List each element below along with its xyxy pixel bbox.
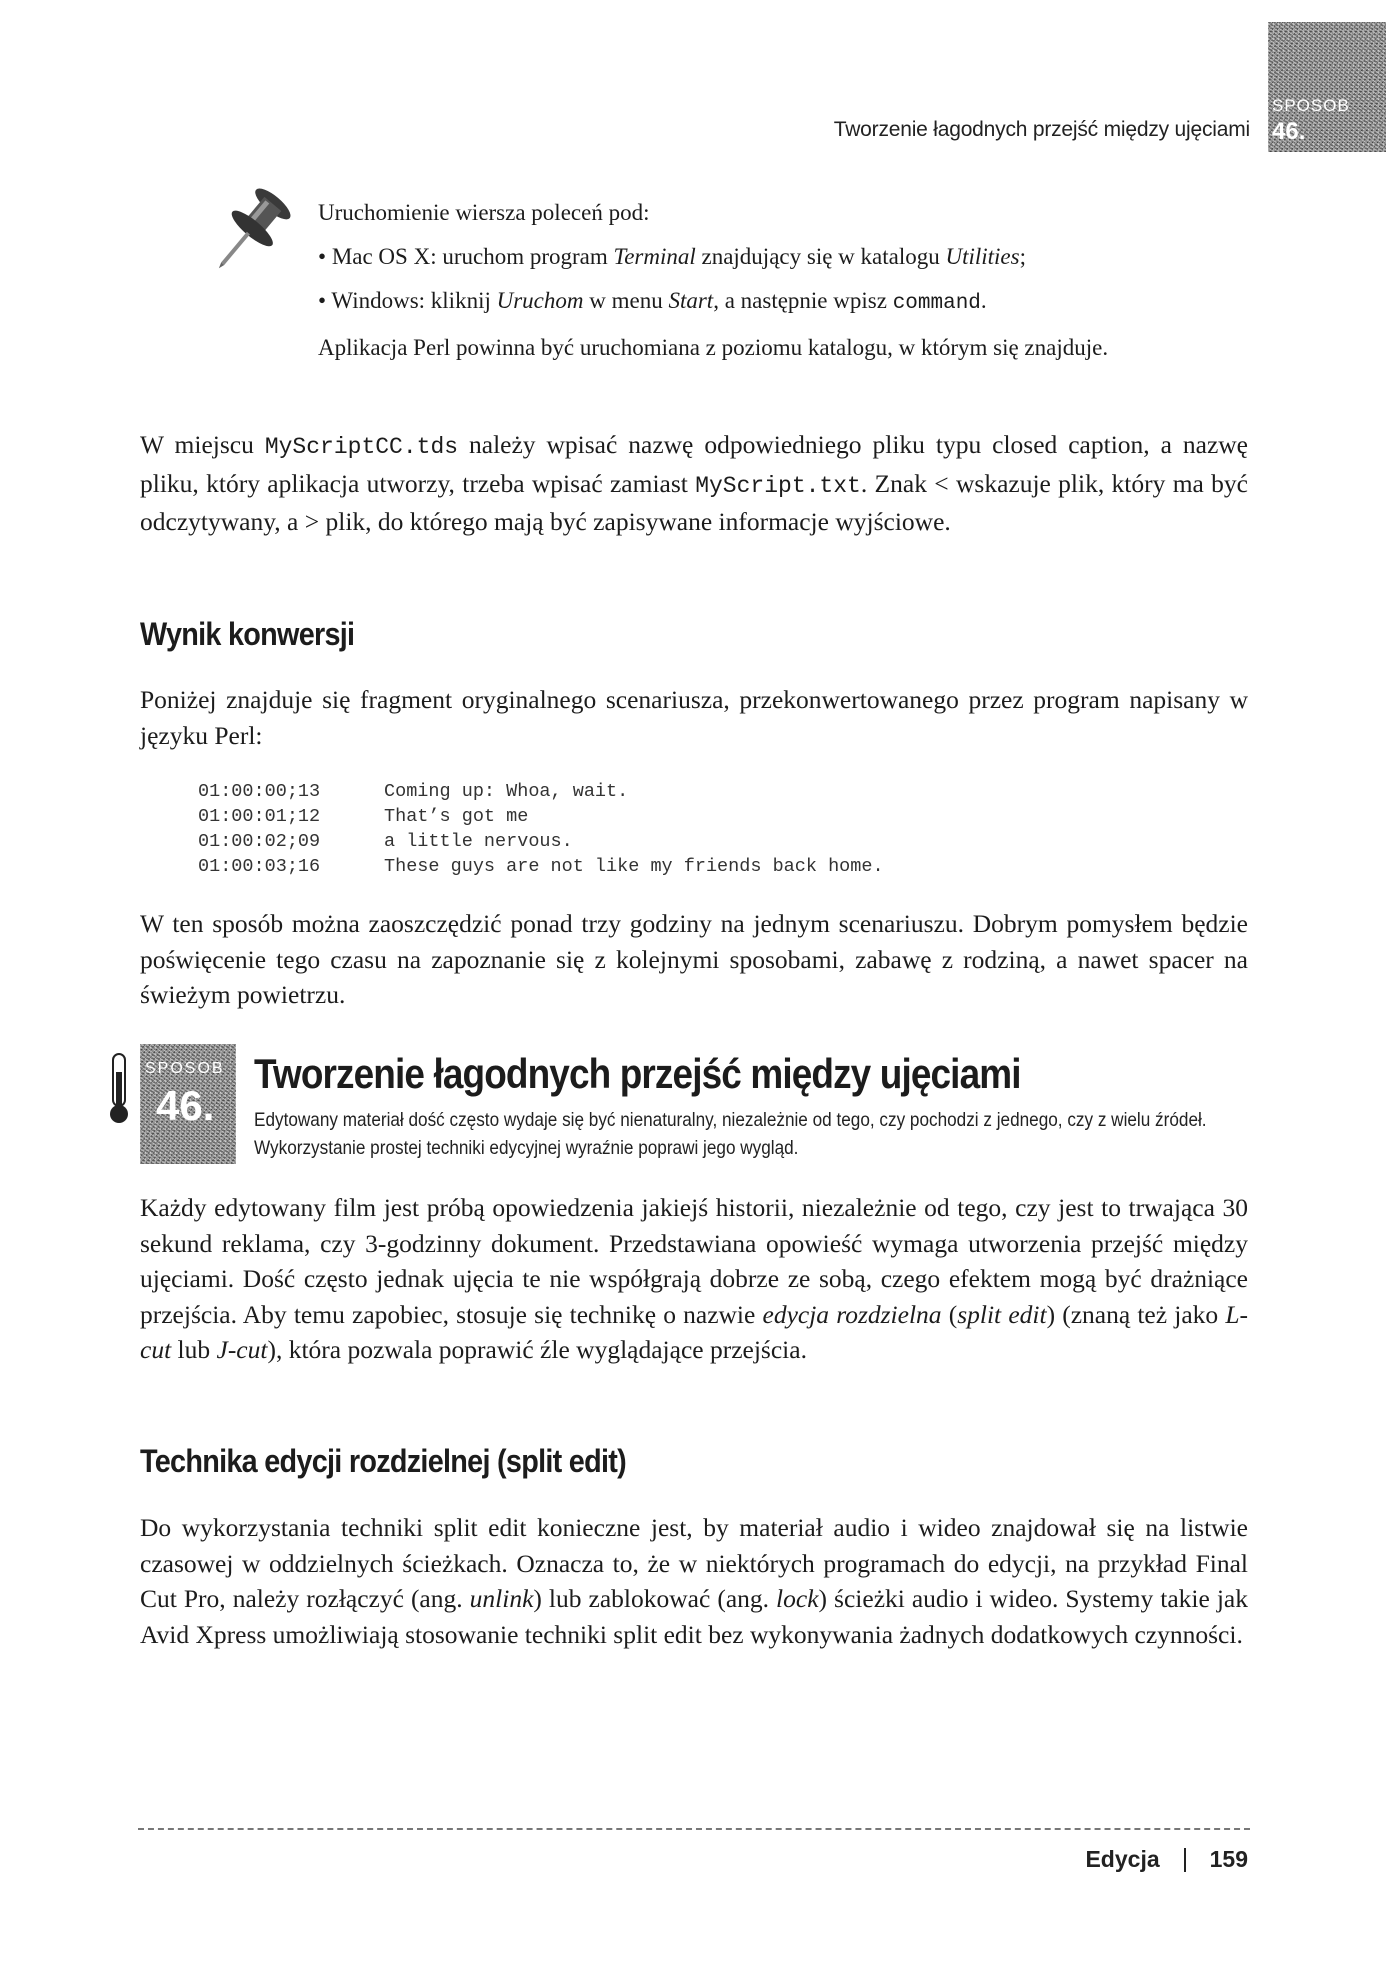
note-closing: Aplikacja Perl powinna być uruchomiana z poziomu katalogu, w którym się znajduje.: [318, 335, 1109, 360]
code-row: 01:00:01;12 That’s got me: [198, 806, 529, 827]
thumb-tab-label: SPOSOB: [1272, 96, 1350, 115]
section-heading-conversion-result: Wynik konwersji: [140, 616, 355, 652]
hack-badge-label: SPOSOB: [145, 1060, 225, 1077]
footer-rule: [138, 1828, 1250, 1830]
note-bullet-windows: • Windows: kliknij Uruchom w menu Start, a następnie wpisz command.: [318, 288, 987, 315]
thermometer-icon: [108, 1052, 130, 1126]
chapter-thumb-tab: [1268, 22, 1386, 152]
thumb-tab-number: 46.: [1272, 118, 1306, 145]
footer-chapter: Edycja: [1085, 1846, 1160, 1872]
footer-page-number: 159: [1209, 1846, 1248, 1872]
code-row: 01:00:02;09 a little nervous.: [198, 831, 573, 852]
hack-title: Tworzenie łagodnych przejść między ujęciami: [254, 1050, 1021, 1097]
hack-number-badge: [140, 1044, 236, 1164]
page-footer: [1085, 1846, 1248, 1873]
paragraph-script-files: W miejscu MyScriptCC.tds należy wpisać nazwę odpowiedniego pliku typu closed caption, a nazwę pliku, który aplikacja utworzy, trzeba wpisać zamiast MyScript.txt. Znak < wskazuje plik, który ma być odczytywany, a > plik, do którego mają być zapisywane informacje wyjściowe.: [140, 430, 1249, 536]
paragraph-split-edit-intro: Każdy edytowany film jest próbą opowiedzenia jakiejś historii, niezależnie od tego, czy jest to trwająca 30 sekund reklama, czy 3-godzinny dokument. Przedstawiana opowieść wymaga utworzenia przejść między ujęciami. Dość często jednak ujęcia te nie współgrają dobrze ze sobą, czego efektem mogą być drażniące przejścia. Aby temu zapobiec, stosuje się technikę o nazwie edycja rozdzielna (split edit) (znaną też jako L-cut lub J-cut), która pozwala poprawić źle wyglądające przejścia.: [140, 1193, 1249, 1364]
footer-separator: [1184, 1848, 1186, 1872]
note-intro: Uruchomienie wiersza poleceń pod:: [318, 200, 650, 225]
paragraph-conversion-outro: W ten sposób można zaoszczędzić ponad trzy godziny na jednym scenariuszu. Dobrym pomysłem będzie poświęcenie tego czasu na zapoznanie się z kolejnymi sposobami, zabawę z rodziną, a nawet spacer na świeżym powietrzu.: [140, 909, 1248, 1009]
tip-note: [318, 196, 1198, 375]
pushpin-icon: [196, 180, 306, 280]
note-bullet-mac: • Mac OS X: uruchom program Terminal znajdujący się w katalogu Utilities;: [318, 244, 1026, 269]
code-row: 01:00:00;13 Coming up: Whoa, wait.: [198, 781, 629, 802]
hack-subtitle: Edytowany materiał dość często wydaje się być nienaturalny, niezależnie od tego, czy pochodzi z jednego, czy z wielu źródeł. Wykorzystanie prostej techniki edycyjnej wyraźnie poprawi jego wygląd.: [254, 1109, 1207, 1159]
section-heading-split-edit: Technika edycji rozdzielnej (split edit): [140, 1443, 626, 1479]
hack-badge-number: 46.: [156, 1082, 215, 1129]
running-header-title: Tworzenie łagodnych przejść między ujęciami: [833, 118, 1250, 141]
paragraph-conversion-intro: Poniżej znajduje się fragment oryginalnego scenariusza, przekonwertowanego przez program napisany w języku Perl:: [140, 685, 1248, 750]
code-row: 01:00:03;16 These guys are not like my friends back home.: [198, 856, 884, 877]
paragraph-split-edit-technique: Do wykorzystania techniki split edit konieczne jest, by materiał audio i wideo znajdował się na listwie czasowej w oddzielnych ścieżkach. Oznacza to, że w niektórych programach do edycji, na przykład Final Cut Pro, należy rozłączyć (ang. unlink) lub zablokować (ang. lock) ścieżki audio i wideo. Systemy takie jak Avid Xpress umożliwiają stosowanie techniki split edit bez wykonywania żadnych dodatkowych czynności.: [140, 1513, 1248, 1649]
code-listing: [198, 779, 884, 879]
